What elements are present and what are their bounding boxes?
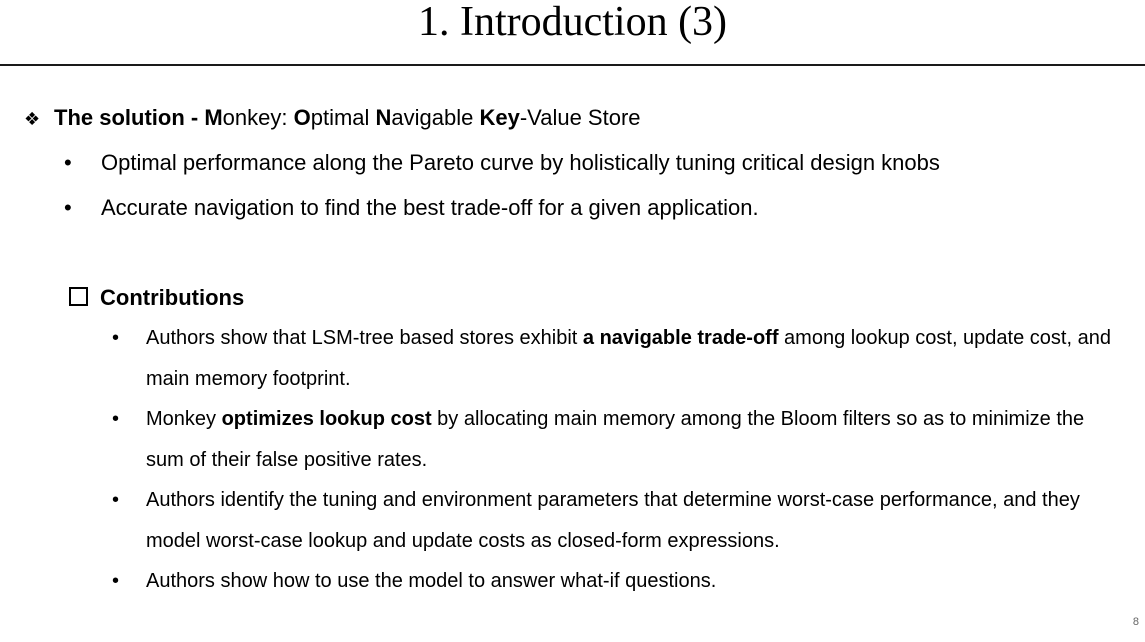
slide-title: 1. Introduction (3)	[417, 0, 728, 45]
checkbox-bullet-icon	[69, 287, 88, 306]
bullet-dot: •	[112, 570, 120, 592]
contribution-item	[112, 480, 1112, 562]
bullet-dot: •	[112, 489, 120, 511]
contribution-text	[146, 399, 1112, 481]
solution-bullet	[64, 194, 759, 222]
contribution-text-part: Authors show that LSM-tree based stores exhibit	[146, 327, 583, 349]
contribution-text-bold: optimizes lookup cost	[221, 408, 432, 430]
bullet-dot: •	[64, 195, 72, 220]
solution-n: N	[375, 105, 392, 130]
solution-key-rest: -Value Store	[519, 105, 641, 130]
page-number: 8	[1132, 616, 1139, 628]
contribution-item	[112, 318, 1112, 400]
solution-n-rest: avigable	[391, 105, 480, 130]
bullet-dot: •	[112, 408, 120, 430]
solution-key: Key	[479, 105, 520, 130]
contributions-heading	[69, 284, 244, 312]
contribution-text-part: among lookup cost, update cost, and main memory footprint.	[146, 327, 1111, 390]
title-divider	[0, 64, 1145, 66]
solution-bullet-text: Optimal performance along the Pareto curve by holistically tuning critical design knobs	[101, 150, 940, 175]
contribution-text: Authors identify the tuning and environment parameters that determine worst-case performance, and they model worst-case lookup and update costs as closed-form expressions.	[146, 489, 1080, 552]
contribution-text-part: Monkey	[146, 408, 222, 430]
contribution-text-part: by allocating main memory among the Bloom filters so as to minimize the sum of their false positive rates.	[146, 408, 1085, 471]
contributions-heading-text: Contributions	[100, 285, 245, 310]
contribution-item	[112, 561, 1112, 602]
solution-bullet	[64, 149, 940, 177]
contribution-item	[112, 399, 1112, 481]
solution-heading	[24, 104, 641, 133]
diamond-bullet-icon: ❖	[24, 109, 41, 129]
solution-prefix: The solution -	[54, 105, 205, 130]
contribution-text-bold: a navigable trade-off	[582, 327, 779, 349]
contribution-text	[146, 318, 1112, 400]
solution-m: M	[204, 105, 223, 130]
bullet-dot: •	[112, 327, 120, 349]
solution-m-rest: onkey:	[222, 105, 294, 130]
solution-o: O	[293, 105, 311, 130]
bullet-dot: •	[64, 150, 72, 175]
solution-bullet-text: Accurate navigation to find the best trade-off for a given application.	[101, 195, 759, 220]
solution-o-rest: ptimal	[310, 105, 376, 130]
contribution-text: Authors show how to use the model to answer what-if questions.	[146, 570, 717, 592]
